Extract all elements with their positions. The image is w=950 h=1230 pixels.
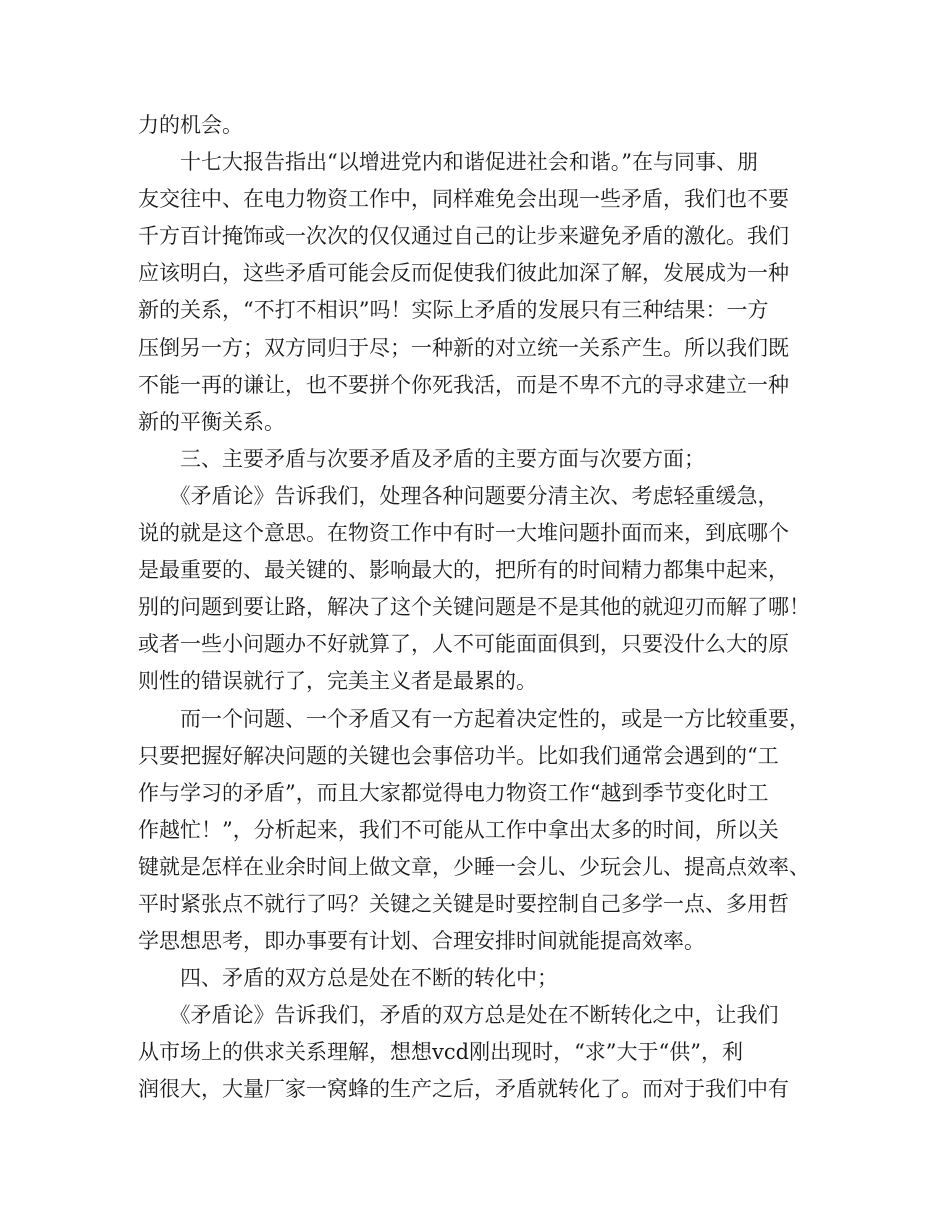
text-line: 千方百计掩饰或一次次的仅仅通过自己的让步来避免矛盾的激化。我们 [138,224,789,249]
text-line: 友交往中、在电力物资工作中，同样难免会出现一些矛盾，我们也不要 [138,187,789,212]
text-line: 《矛盾论》告诉我们，处理各种问题要分清主次、考虑轻重缓急， [138,483,779,508]
text-line: 则性的错误就行了，完美主义者是最累的。 [138,669,537,694]
text-line: 只要把握好解决问题的关键也会事倍功半。比如我们通常会遇到的“工 [138,743,779,768]
text-line: 作越忙！”，分析起来，我们不可能从工作中拿出太多的时间，所以关 [138,817,779,842]
text-line: 或者一些小问题办不好就算了，人不可能面面俱到，只要没什么大的原 [138,632,789,657]
text-line: 别的问题到要让路，解决了这个关键问题是不是其他的就迎刃而解了哪！ [138,595,810,620]
text-line: 压倒另一方；双方同归于尽；一种新的对立统一关系产生。所以我们既 [138,335,789,360]
text-line: 是最重要的、最关键的、影响最大的，把所有的时间精力都集中起来， [138,558,789,583]
text-line: 不能一再的谦让，也不要拼个你死我活，而是不卑不亢的寻求建立一种 [138,372,789,397]
text-line: 键就是怎样在业余时间上做文章，少睡一会儿、少玩会儿、提高点效率、 [138,854,810,879]
text-line: 力的机会。 [138,113,243,137]
text-line: 学思想思考，即办事要有计划、合理安排时间就能提高效率。 [138,929,705,954]
text-line: 从市场上的供求关系理解，想想vcd刚出现时，“求”大于“供”，利 [138,1040,744,1065]
section-heading: 四、矛盾的双方总是处在不断的转化中； [138,966,558,991]
text-line: 说的就是这个意思。在物资工作中有时一大堆问题扑面而来，到底哪个 [138,521,789,546]
section-heading: 三、主要矛盾与次要矛盾及矛盾的主要方面与次要方面； [138,446,705,471]
text-line: 新的关系，“不打不相识”吗！实际上矛盾的发展只有三种结果：一方 [138,298,769,323]
text-line: 润很大，大量厂家一窝蜂的生产之后，矛盾就转化了。而对于我们中有 [138,1077,789,1102]
text-line: 平时紧张点不就行了吗？关键之关键是时要控制自己多学一点、多用哲 [138,891,789,916]
text-line: 十七大报告指出“以增进党内和谐促进社会和谐。”在与同事、朋 [138,150,758,175]
text-line: 《矛盾论》告诉我们，矛盾的双方总是处在不断转化之中，让我们 [138,1003,779,1028]
text-line: 而一个问题、一个矛盾又有一方起着决定性的，或是一方比较重要， [138,706,810,731]
text-line: 新的平衡关系。 [138,409,285,434]
text-line: 应该明白，这些矛盾可能会反而促使我们彼此加深了解，发展成为一种 [138,261,789,286]
body-text [138,107,838,1109]
text-line: 作与学习的矛盾”，而且大家都觉得电力物资工作“越到季节变化时工 [138,780,769,805]
